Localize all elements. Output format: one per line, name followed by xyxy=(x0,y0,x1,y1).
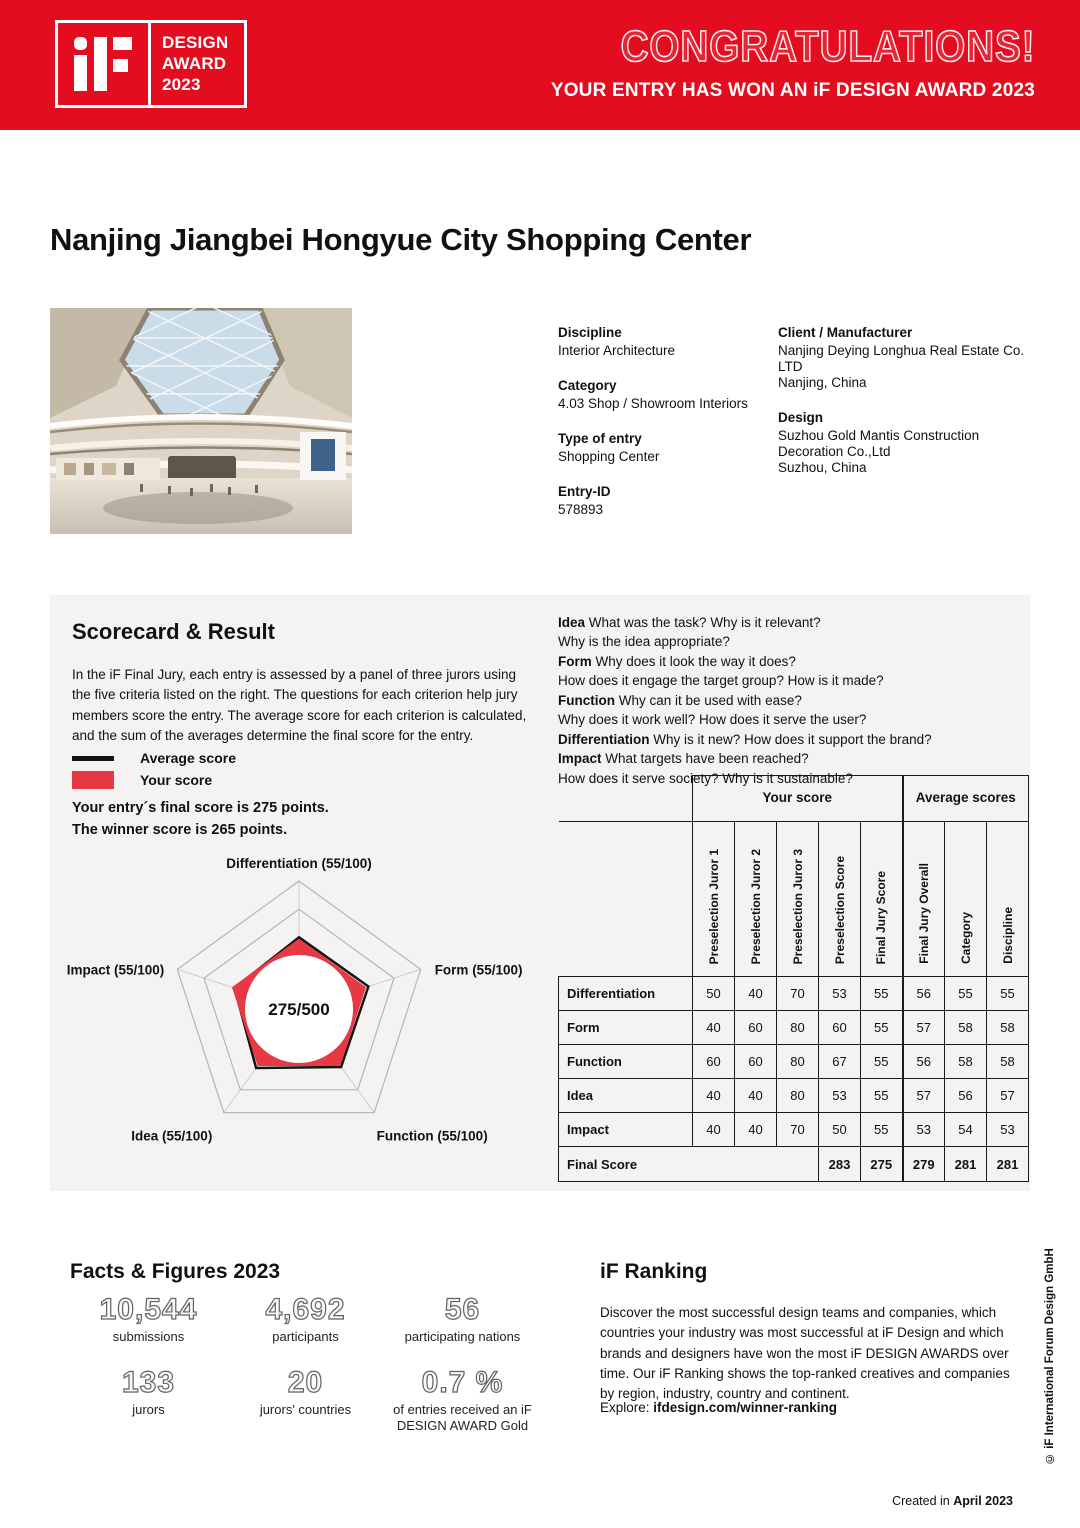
fact-label: participants xyxy=(272,1329,339,1344)
congratulations-title: CONGRATULATIONS! xyxy=(620,22,1035,71)
column-header xyxy=(735,822,777,977)
shopping-mall-atrium-illustration xyxy=(50,308,352,534)
column-header-label: Preselection Score xyxy=(832,855,847,964)
fact-label: of entries received an iF DESIGN AWARD Gold xyxy=(393,1402,532,1433)
table-row xyxy=(559,1011,1029,1045)
meta-field-label: Category xyxy=(558,378,617,393)
criterion-line: How does it serve society? Why is it sustainable? xyxy=(558,770,853,786)
fact-item xyxy=(227,1367,384,1434)
congratulations-subtitle: YOUR ENTRY HAS WON AN iF DESIGN AWARD 2023 xyxy=(550,80,1035,101)
meta-field xyxy=(558,378,763,412)
project-photo xyxy=(50,308,352,534)
table-corner-cell xyxy=(559,776,693,822)
score-cell: 53 xyxy=(819,1079,861,1113)
congratulations-block xyxy=(551,22,1035,102)
meta-field-value: 4.03 Shop / Showroom Interiors xyxy=(558,396,748,411)
score-cell: 55 xyxy=(861,1113,903,1147)
fact-item xyxy=(70,1367,227,1434)
score-cell: 57 xyxy=(903,1079,945,1113)
table-row xyxy=(559,1113,1029,1147)
score-cell: 40 xyxy=(735,1113,777,1147)
meta-field xyxy=(778,325,1030,391)
score-cell: 56 xyxy=(903,1045,945,1079)
criterion-row-label: Impact xyxy=(559,1113,693,1147)
fact-value: 0.7 % xyxy=(421,1366,504,1399)
score-cell: 58 xyxy=(945,1011,987,1045)
column-header-label: Preselection Juror 1 xyxy=(706,848,721,964)
criterion-line: Idea What was the task? Why is it relevant? xyxy=(558,615,821,630)
criterion-row-label: Function xyxy=(559,1045,693,1079)
logo-line-2: AWARD xyxy=(162,54,227,73)
your-score-swatch xyxy=(72,771,114,789)
score-cell: 56 xyxy=(945,1079,987,1113)
score-cell: 55 xyxy=(861,1045,903,1079)
meta-field-label: Design xyxy=(778,410,824,425)
radar-axis-label: Impact (55/100) xyxy=(66,962,165,978)
score-cell: 40 xyxy=(693,1113,735,1147)
meta-field xyxy=(778,410,1030,476)
column-header xyxy=(945,822,987,977)
fact-value: 56 xyxy=(444,1293,481,1326)
winner-ranking-link[interactable]: ifdesign.com/winner-ranking xyxy=(653,1400,838,1415)
meta-field-label: Client / Manufacturer xyxy=(778,325,913,340)
final-score-summary xyxy=(72,797,329,841)
criteria-descriptions xyxy=(558,613,1026,788)
score-cell: 54 xyxy=(945,1113,987,1147)
score-cell: 58 xyxy=(945,1045,987,1079)
criterion-line: How does it engage the target group? How is it made? xyxy=(558,673,884,689)
entry-meta-left-column xyxy=(558,325,763,537)
table-row xyxy=(559,977,1029,1011)
score-cell: 60 xyxy=(735,1045,777,1079)
if-logo-glyph xyxy=(72,35,134,93)
column-header-label: Category xyxy=(958,911,973,964)
radar-center-score: 275/500 xyxy=(268,1000,330,1019)
fact-item xyxy=(384,1367,541,1434)
header-banner xyxy=(0,0,1080,130)
if-logo-icon xyxy=(55,20,151,108)
score-cell: 55 xyxy=(861,1011,903,1045)
copyright-vertical-text: © iF International Forum Design GmbH xyxy=(1044,1248,1056,1464)
column-header-label: Preselection Juror 3 xyxy=(790,848,805,964)
score-cell: 40 xyxy=(735,1079,777,1113)
final-score-cell: 279 xyxy=(903,1147,945,1182)
average-score-swatch xyxy=(72,756,114,761)
meta-field-value: Nanjing, China xyxy=(778,375,867,390)
final-score-cell: 283 xyxy=(819,1147,861,1182)
entry-title: Nanjing Jiangbei Hongyue City Shopping Center xyxy=(50,222,752,257)
column-header xyxy=(861,822,903,977)
criterion-term: Form xyxy=(558,653,596,669)
score-cell: 56 xyxy=(903,977,945,1011)
meta-field-value: LTD xyxy=(778,359,803,374)
final-score-cell: 281 xyxy=(987,1147,1029,1182)
ranking-explore xyxy=(600,1400,837,1415)
criterion-line: Why does it work well? How does it serve the user? xyxy=(558,712,867,728)
ranking-heading: iF Ranking xyxy=(600,1260,708,1283)
explore-prefix: Explore: xyxy=(600,1400,654,1415)
ranking-body: Discover the most successful design teams and companies, which countries your industry was most successful at iF Design and which brands and designers have won the most iF DESIGN AWARDS over time. Our iF Ranking shows the top-ranked creatives and companies by region, industry, country and continent. xyxy=(600,1305,1010,1401)
criterion-line: Differentiation Why is it new? How does it support the brand? xyxy=(558,731,932,747)
criterion-line: Form Why does it look the way it does? xyxy=(558,653,796,669)
column-header-label: Preselection Juror 2 xyxy=(748,848,763,964)
score-cell: 53 xyxy=(987,1113,1029,1147)
radar-chart xyxy=(62,839,536,1182)
created-date xyxy=(700,1494,1013,1508)
meta-field-value: Shopping Center xyxy=(558,449,660,464)
table-row xyxy=(559,1079,1029,1113)
fact-value: 20 xyxy=(287,1366,324,1399)
score-cell: 53 xyxy=(903,1113,945,1147)
column-header xyxy=(777,822,819,977)
legend-average-label: Average score xyxy=(140,750,236,766)
score-cell: 58 xyxy=(987,1045,1029,1079)
score-cell: 80 xyxy=(777,1011,819,1045)
meta-field-value: Suzhou, China xyxy=(778,460,867,475)
score-cell: 40 xyxy=(693,1079,735,1113)
final-score-line: Your entry´s final score is 275 points. xyxy=(72,800,329,816)
score-cell: 40 xyxy=(693,1011,735,1045)
fact-label: participating nations xyxy=(404,1329,521,1344)
score-cell: 50 xyxy=(819,1113,861,1147)
column-header-label: Final Jury Score xyxy=(874,870,889,964)
entry-meta-right-column xyxy=(778,325,1030,495)
fact-label: jurors xyxy=(132,1402,165,1417)
criterion-line: Function Why can it be used with ease? xyxy=(558,692,802,708)
meta-field-value: Nanjing Deying Longhua Real Estate Co. xyxy=(778,343,1025,358)
table-row xyxy=(559,1045,1029,1079)
score-table xyxy=(558,775,1029,1182)
created-month: April 2023 xyxy=(953,1494,1013,1508)
score-cell: 55 xyxy=(987,977,1029,1011)
criterion-term: Idea xyxy=(558,615,589,630)
meta-field-label: Discipline xyxy=(558,325,622,340)
final-score-cell: 281 xyxy=(945,1147,987,1182)
radar-chart-svg xyxy=(62,839,536,1177)
score-cell: 60 xyxy=(693,1045,735,1079)
score-cell: 57 xyxy=(987,1079,1029,1113)
column-header xyxy=(987,822,1029,977)
score-cell: 55 xyxy=(861,977,903,1011)
fact-label: jurors' countries xyxy=(259,1402,352,1417)
score-cell: 70 xyxy=(777,977,819,1011)
column-header xyxy=(819,822,861,977)
meta-field xyxy=(558,431,763,465)
table-empty-cell xyxy=(559,822,693,977)
fact-item xyxy=(384,1294,541,1345)
column-header xyxy=(693,822,735,977)
meta-field xyxy=(558,484,763,518)
logo-line-1: DESIGN xyxy=(162,33,229,52)
score-cell: 67 xyxy=(819,1045,861,1079)
logo-wordmark xyxy=(151,20,247,108)
score-cell: 80 xyxy=(777,1079,819,1113)
column-header xyxy=(903,822,945,977)
score-cell: 60 xyxy=(819,1011,861,1045)
fact-label: submissions xyxy=(112,1329,185,1344)
fact-item xyxy=(227,1294,384,1345)
score-cell: 58 xyxy=(987,1011,1029,1045)
logo-line-3: 2023 xyxy=(162,75,201,94)
scorecard-intro: In the iF Final Jury, each entry is assessed by a panel of three jurors using the five criteria listed on the right. The questions for each criterion help jury members score the entry. The average score for each criterion is calculated, and the sum of the averages determine the final score for the entry. xyxy=(72,667,527,743)
final-score-cell: 275 xyxy=(861,1147,903,1182)
column-header-label: Discipline xyxy=(1000,907,1015,964)
legend-your-score xyxy=(72,769,236,791)
score-cell: 57 xyxy=(903,1011,945,1045)
criterion-line: Why is the idea appropriate? xyxy=(558,634,730,650)
criterion-line: Impact What targets have been reached? xyxy=(558,751,809,767)
fact-value: 4,692 xyxy=(265,1293,346,1326)
fact-value: 133 xyxy=(121,1366,176,1399)
meta-field-label: Type of entry xyxy=(558,431,642,446)
score-cell: 50 xyxy=(693,977,735,1011)
if-design-award-logo xyxy=(55,20,247,108)
score-cell: 60 xyxy=(735,1011,777,1045)
criterion-term: Function xyxy=(558,692,619,708)
criterion-row-label: Differentiation xyxy=(559,977,693,1011)
radar-axis-label: Idea (55/100) xyxy=(131,1128,213,1144)
radar-axis-label: Form (55/100) xyxy=(434,962,523,978)
radar-axis-label: Function (55/100) xyxy=(376,1128,488,1144)
meta-field-value: Decoration Co.,Ltd xyxy=(778,444,891,459)
score-cell: 55 xyxy=(945,977,987,1011)
column-header-label: Final Jury Overall xyxy=(916,863,931,964)
facts-heading: Facts & Figures 2023 xyxy=(70,1260,281,1283)
meta-field xyxy=(558,325,763,359)
final-score-label: Final Score xyxy=(559,1147,819,1182)
meta-field-value: 578893 xyxy=(558,502,604,517)
scorecard-panel xyxy=(50,595,1030,1191)
your-score-group-header: Your score xyxy=(693,776,903,822)
meta-field-value: Suzhou Gold Mantis Construction xyxy=(778,428,980,443)
score-cell: 70 xyxy=(777,1113,819,1147)
meta-field-label: Entry-ID xyxy=(558,484,611,499)
legend-average-score xyxy=(72,747,236,769)
criterion-term: Impact xyxy=(558,751,606,767)
fact-value: 10,544 xyxy=(99,1293,198,1326)
score-cell: 53 xyxy=(819,977,861,1011)
radar-axis-label: Differentiation (55/100) xyxy=(226,856,372,871)
score-cell: 40 xyxy=(735,977,777,1011)
meta-field-value: Interior Architecture xyxy=(558,343,676,358)
criterion-row-label: Form xyxy=(559,1011,693,1045)
legend-your-label: Your score xyxy=(140,772,213,788)
scorecard-heading: Scorecard & Result xyxy=(72,619,275,644)
fact-item xyxy=(70,1294,227,1345)
score-cell: 80 xyxy=(777,1045,819,1079)
facts-grid xyxy=(70,1294,542,1434)
chart-legend xyxy=(72,747,236,791)
criterion-row-label: Idea xyxy=(559,1079,693,1113)
winner-score-line: The winner score is 265 points. xyxy=(72,822,288,838)
score-cell: 55 xyxy=(861,1079,903,1113)
created-prefix: Created in xyxy=(892,1494,954,1508)
criterion-term: Differentiation xyxy=(558,731,654,747)
final-score-row xyxy=(559,1147,1029,1182)
average-scores-group-header: Average scores xyxy=(903,776,1029,822)
